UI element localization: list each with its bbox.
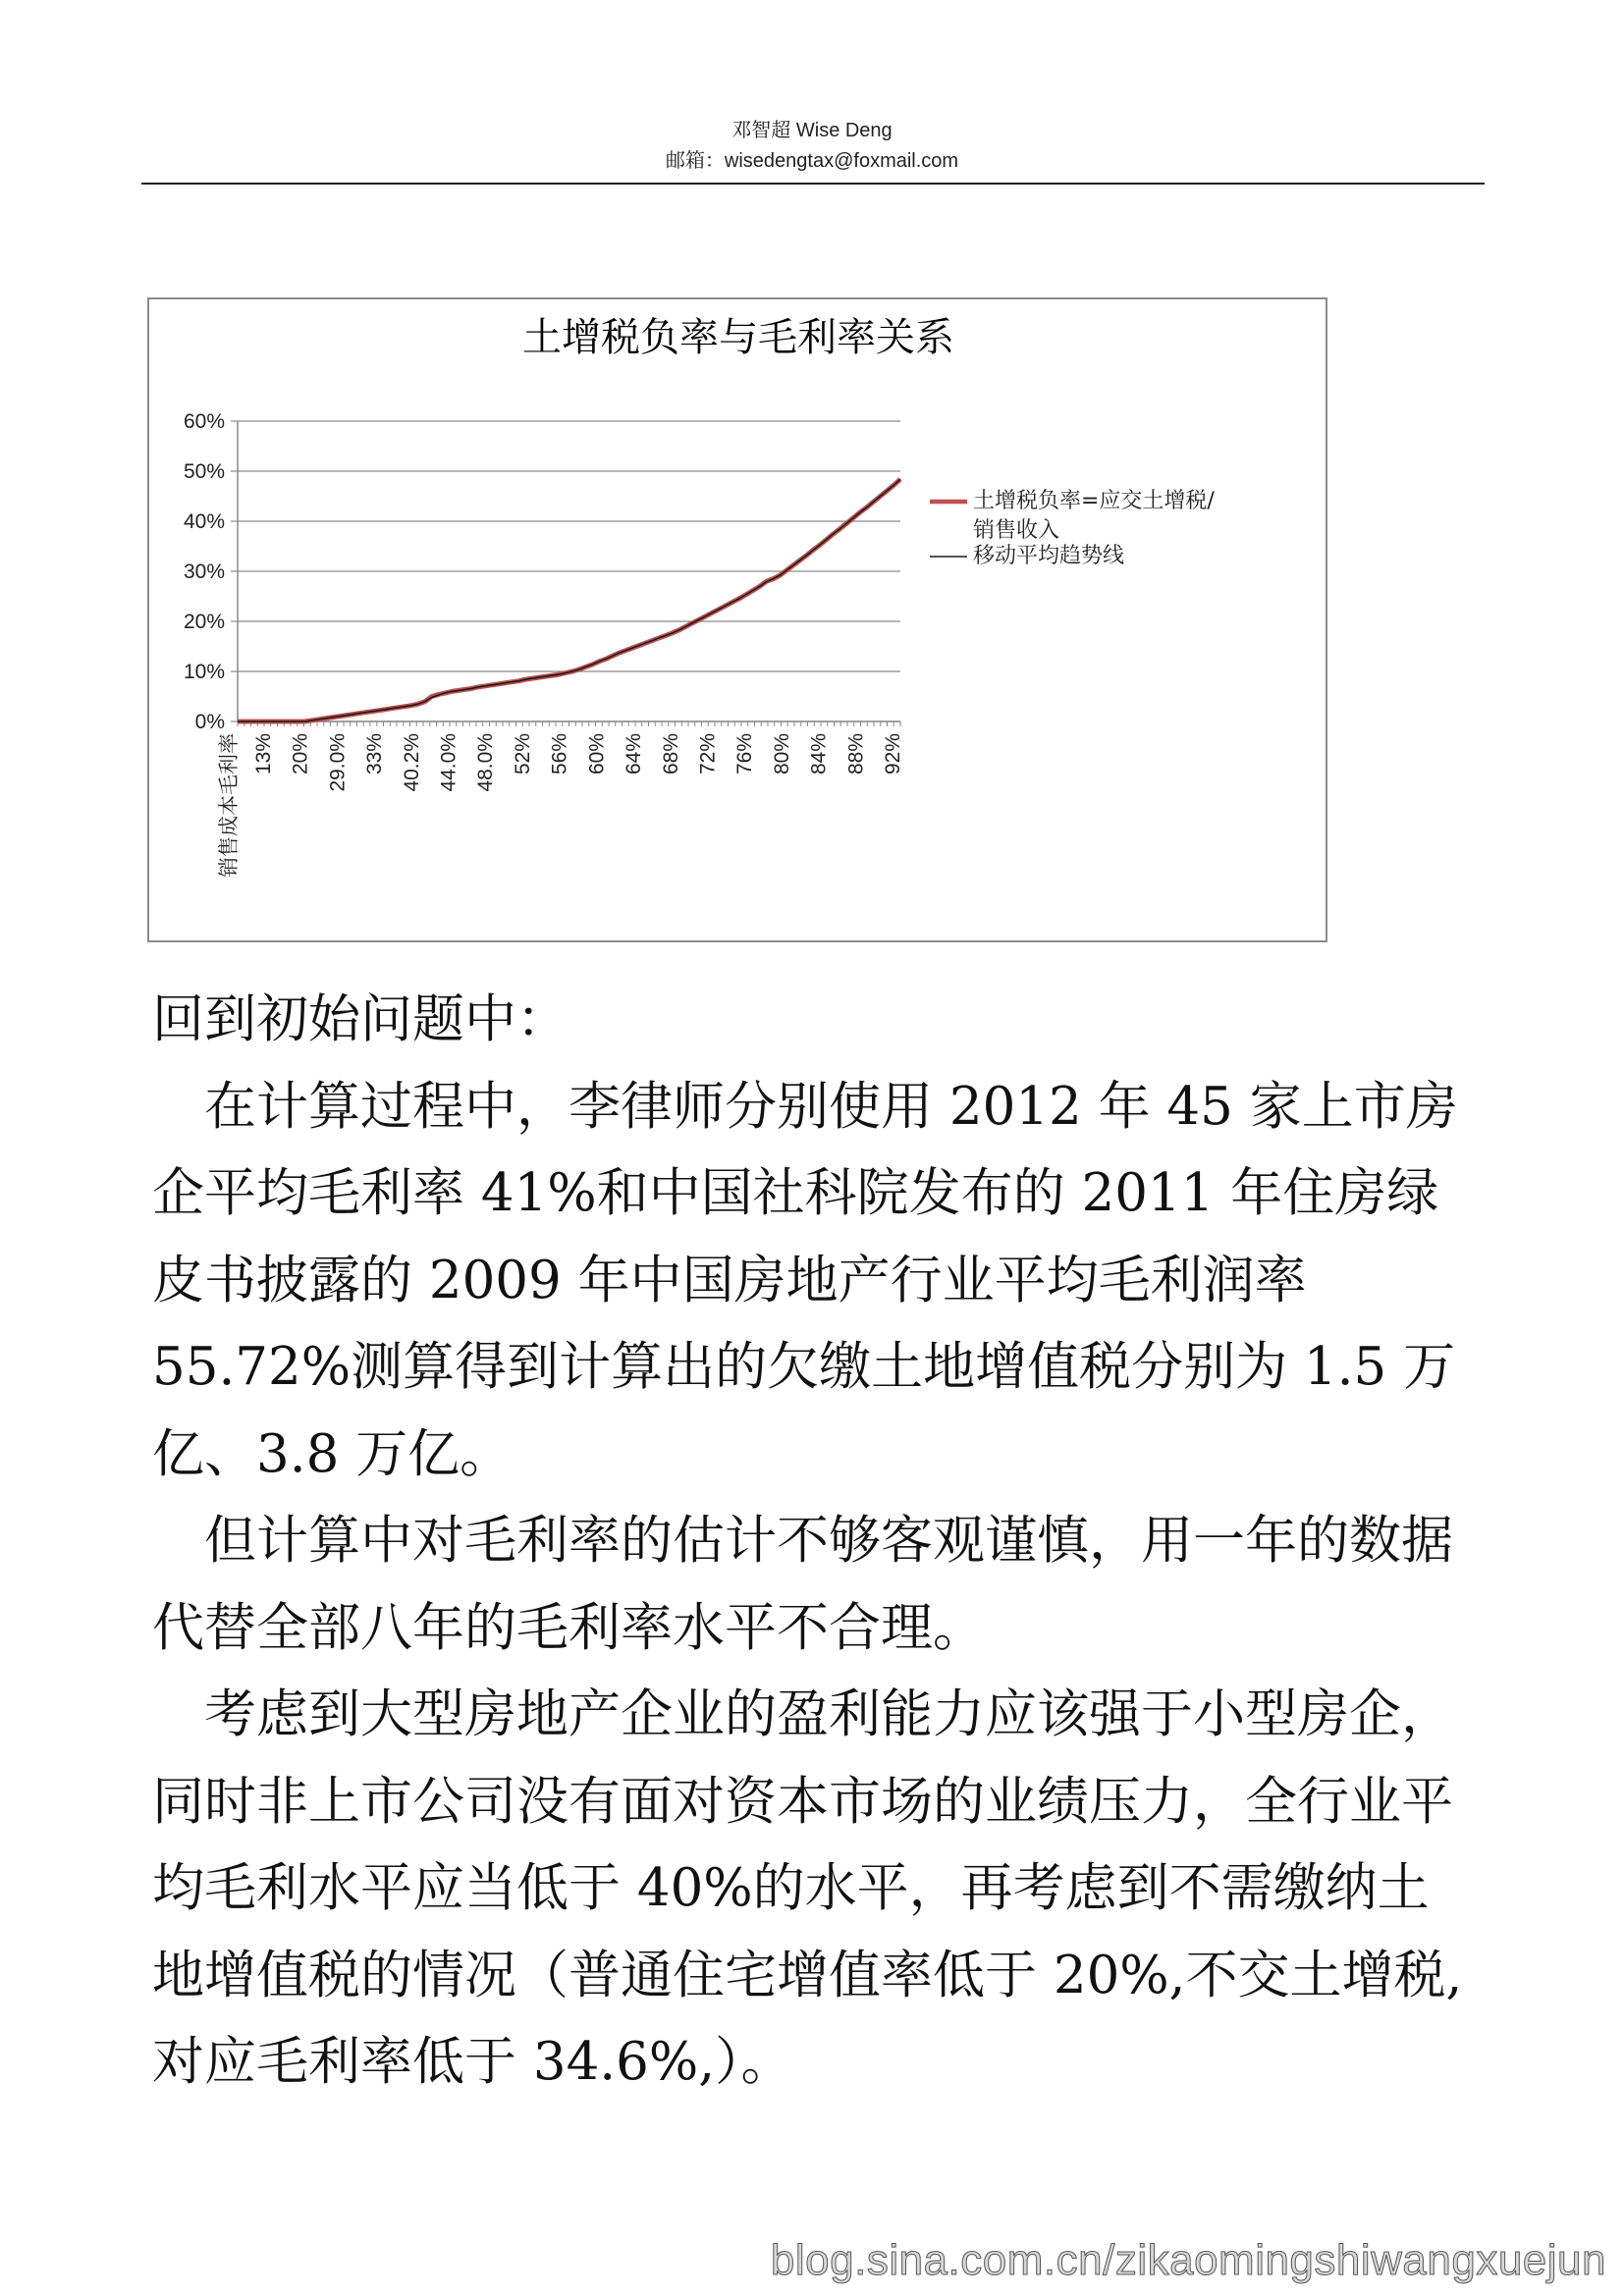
x-tick-label: 60% [585,733,609,775]
x-tick-label: 92% [882,733,904,775]
email-line: 邮箱：wisedengtax@foxmail.com [665,150,959,172]
x-tick-label: 84% [807,733,831,775]
chart-axes [238,421,900,726]
x-axis-ticks [218,733,904,878]
x-tick-label: 80% [770,733,793,775]
x-tick-label: 40.2% [400,733,423,792]
paragraph-2: 在计算过程中，李律师分别使用 2012 年 45 家上市房企平均毛利率 41%和中国社科院发布的 2011 年住房绿皮书披露的 2009 年中国房地产行业平均毛利润率 55.72%测算得到计算出的欠缴土地增值税分别为 1.5 万亿、3.8 万亿。 [152,1076,1458,1484]
chart-title: 土增税负率与毛利率关系 [522,315,954,360]
series-line-moving-average [238,479,900,721]
blog-watermark: blog.sina.com.cn/zikaomingshiwangxuejun [770,2236,1606,2284]
x-tick-label: 13% [252,733,275,775]
x-tick-label: 48.0% [474,733,498,792]
x-tick-label: 72% [696,733,720,775]
x-tick-label: 44.0% [437,733,460,792]
x-tick-label: 56% [548,733,571,775]
legend-label: 销售收入 [973,518,1060,543]
y-tick-label: 50% [183,460,225,483]
x-tick-label: 88% [844,733,868,775]
y-axis-ticks [184,410,225,733]
paragraph-3: 但计算中对毛利率的估计不够客观谨慎，用一年的数据代替全部八年的毛利率水平不合理。 [152,1511,1453,1658]
x-tick-label: 20% [289,733,312,775]
series-line-tax-burden [238,479,900,721]
y-tick-label: 20% [183,611,225,633]
y-tick-label: 0% [194,711,225,733]
y-tick-label: 60% [183,410,225,433]
chart-gridlines [231,421,900,721]
x-tick-label: 29.0% [326,733,350,792]
document-body [152,977,1478,2107]
y-tick-label: 30% [183,561,225,583]
chart-frame [147,297,1327,942]
y-tick-label: 40% [183,510,225,533]
legend-label: 移动平均趋势线 [973,544,1125,568]
header-rule [141,183,1485,185]
x-category-label: 销售成本毛利率 [218,733,241,878]
chart-legend [930,489,1215,568]
x-tick-label: 52% [511,733,534,775]
chart-series [238,479,900,721]
author-line: 邓智超 Wise Deng [731,120,893,141]
paragraph-4: 考虑到大型房地产企业的盈利能力应该强于小型房企，同时非上市公司没有面对资本市场的业绩压力，全行业平均毛利水平应当低于 40%的水平，再考虑到不需缴纳土地增值税的情况（普通住宅增值率低于 20%,不交土增税,对应毛利率低于 34.6%,）。 [152,1684,1463,2092]
x-tick-label: 33% [363,733,387,775]
paragraph-1: 回到初始问题中： [152,989,568,1049]
legend-label: 土增税负率=应交土增税/ [973,489,1215,513]
page-header [0,116,1624,177]
x-tick-label: 64% [623,733,646,775]
y-tick-label: 10% [183,661,225,683]
x-tick-label: 76% [733,733,757,775]
line-chart [149,299,1326,940]
x-tick-label: 68% [659,733,682,775]
